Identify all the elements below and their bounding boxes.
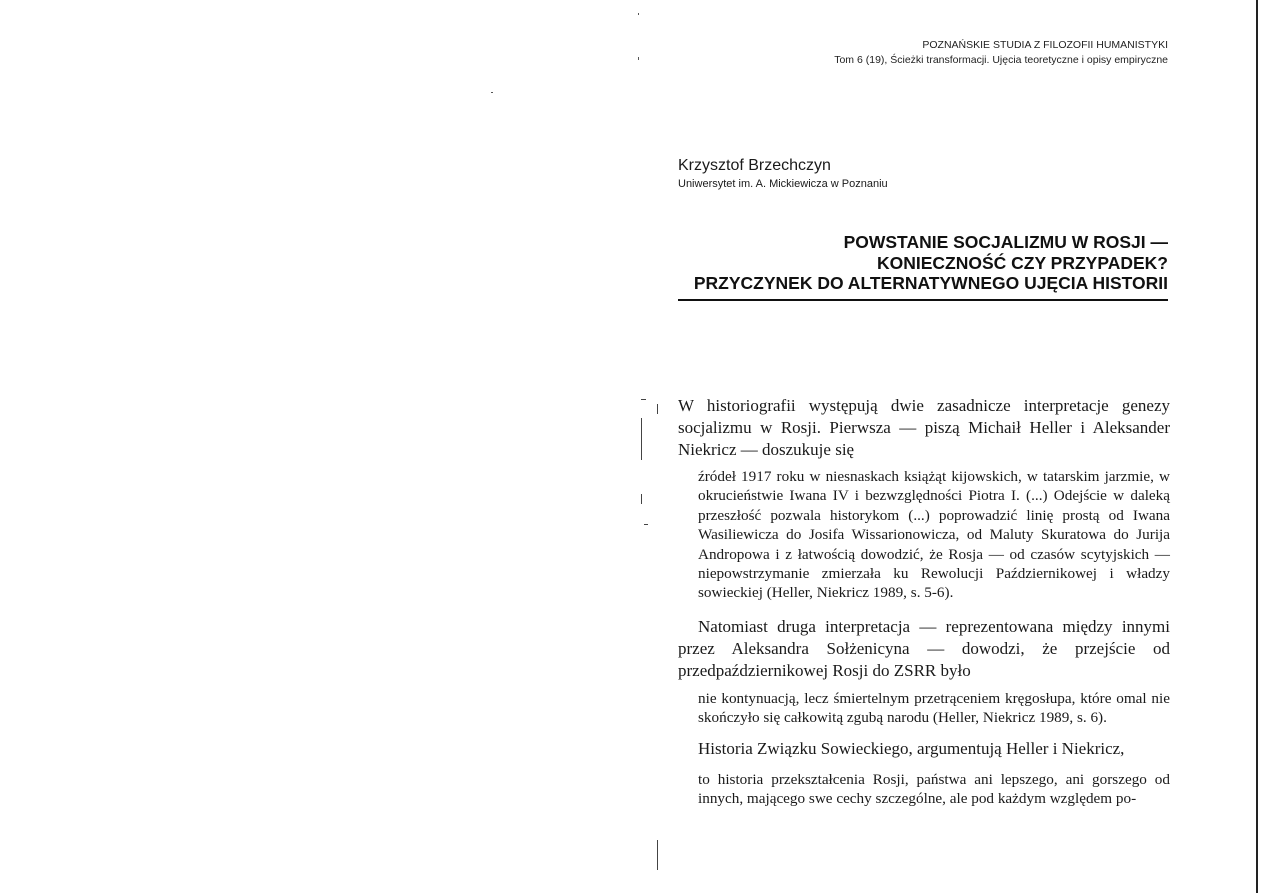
block-quote-2: nie kontynuacją, lecz śmiertelnym przetrąceniem kręgosłupa, które omal nie skończyło się całkowitą zgubą narodu (Heller, Niekricz 1989, s. 6).	[698, 690, 1170, 727]
block-quote-1-block	[678, 467, 1170, 603]
body-paragraph-3-block	[678, 738, 1170, 760]
block-quote-3: to historia przekształcenia Rosji, państwa ani lepszego, ani gorszego od innych, mającego swe cechy szczególne, ale pod każdym względem po-	[698, 771, 1170, 808]
scan-margin-line	[641, 494, 642, 504]
journal-volume: Tom 6 (19), Ścieżki transformacji. Ujęcia teoretyczne i opisy empiryczne	[834, 54, 1168, 66]
author-name: Krzysztof Brzechczyn	[678, 157, 831, 174]
title-line-1: POWSTANIE SOCJALIZMU W ROSJI —	[843, 232, 1168, 252]
title-line-3: PRZYCZYNEK DO ALTERNATYWNEGO UJĘCIA HISTORII	[693, 273, 1168, 293]
scan-margin-line	[657, 404, 658, 414]
scan-artifact	[638, 13, 639, 15]
block-quote-1: źródeł 1917 roku w niesnaskach książąt kijowskich, w tatarskim jarzmie, w okrucieństwie Iwana IV i bezwzględności Piotra I. (...) Odejście w daleką przeszłość pozwala historykom (...) poprowadzić linię prostą od Iwana Wasiliewicza do Josifa Wissarionowicza, od Maluty Skuratowa do Jurija Andropowa i z łatwością dowodzić, że Rosja — od czasów scytyjskich — niepowstrzymanie zmierzała ku Rewolucji Październikowej i władzy sowieckiej (Heller, Niekricz 1989, s. 5-6).	[698, 468, 1170, 602]
scan-margin-line	[641, 418, 642, 460]
author-block	[678, 156, 888, 192]
journal-name: POZNAŃSKIE STUDIA Z FILOZOFII HUMANISTYKI	[922, 39, 1168, 51]
block-quote-3-block	[678, 770, 1170, 809]
body-paragraph-2-block	[678, 616, 1170, 682]
block-quote-2-block	[678, 689, 1170, 728]
body-paragraph-1: W historiografii występują dwie zasadnicze interpretacje genezy socjalizmu w Rosji. Pierwsza — piszą Michaił Heller i Aleksander Niekricz — doszukuje się	[678, 396, 1170, 459]
journal-header	[834, 38, 1168, 68]
scan-page-edge	[1256, 0, 1258, 893]
body-paragraph-1-block	[678, 395, 1170, 461]
scan-artifact	[491, 92, 493, 93]
scan-artifact	[638, 57, 639, 60]
author-affiliation: Uniwersytet im. A. Mickiewicza w Poznaniu	[678, 178, 888, 190]
body-paragraph-2: Natomiast druga interpretacja — reprezentowana między innymi przez Aleksandra Sołżenicyna — dowodzi, że przejście od przedpaździernikowej Rosji do ZSRR było	[678, 617, 1170, 680]
scan-margin-line	[641, 399, 646, 400]
title-line-2: KONIECZNOŚĆ CZY PRZYPADEK?	[876, 252, 1168, 273]
scan-margin-line	[644, 524, 648, 525]
body-paragraph-3: Historia Związku Sowieckiego, argumentują Heller i Niekricz,	[698, 739, 1125, 758]
title-underline	[678, 299, 1168, 301]
scan-margin-line	[657, 840, 658, 870]
article-title	[694, 232, 1168, 294]
